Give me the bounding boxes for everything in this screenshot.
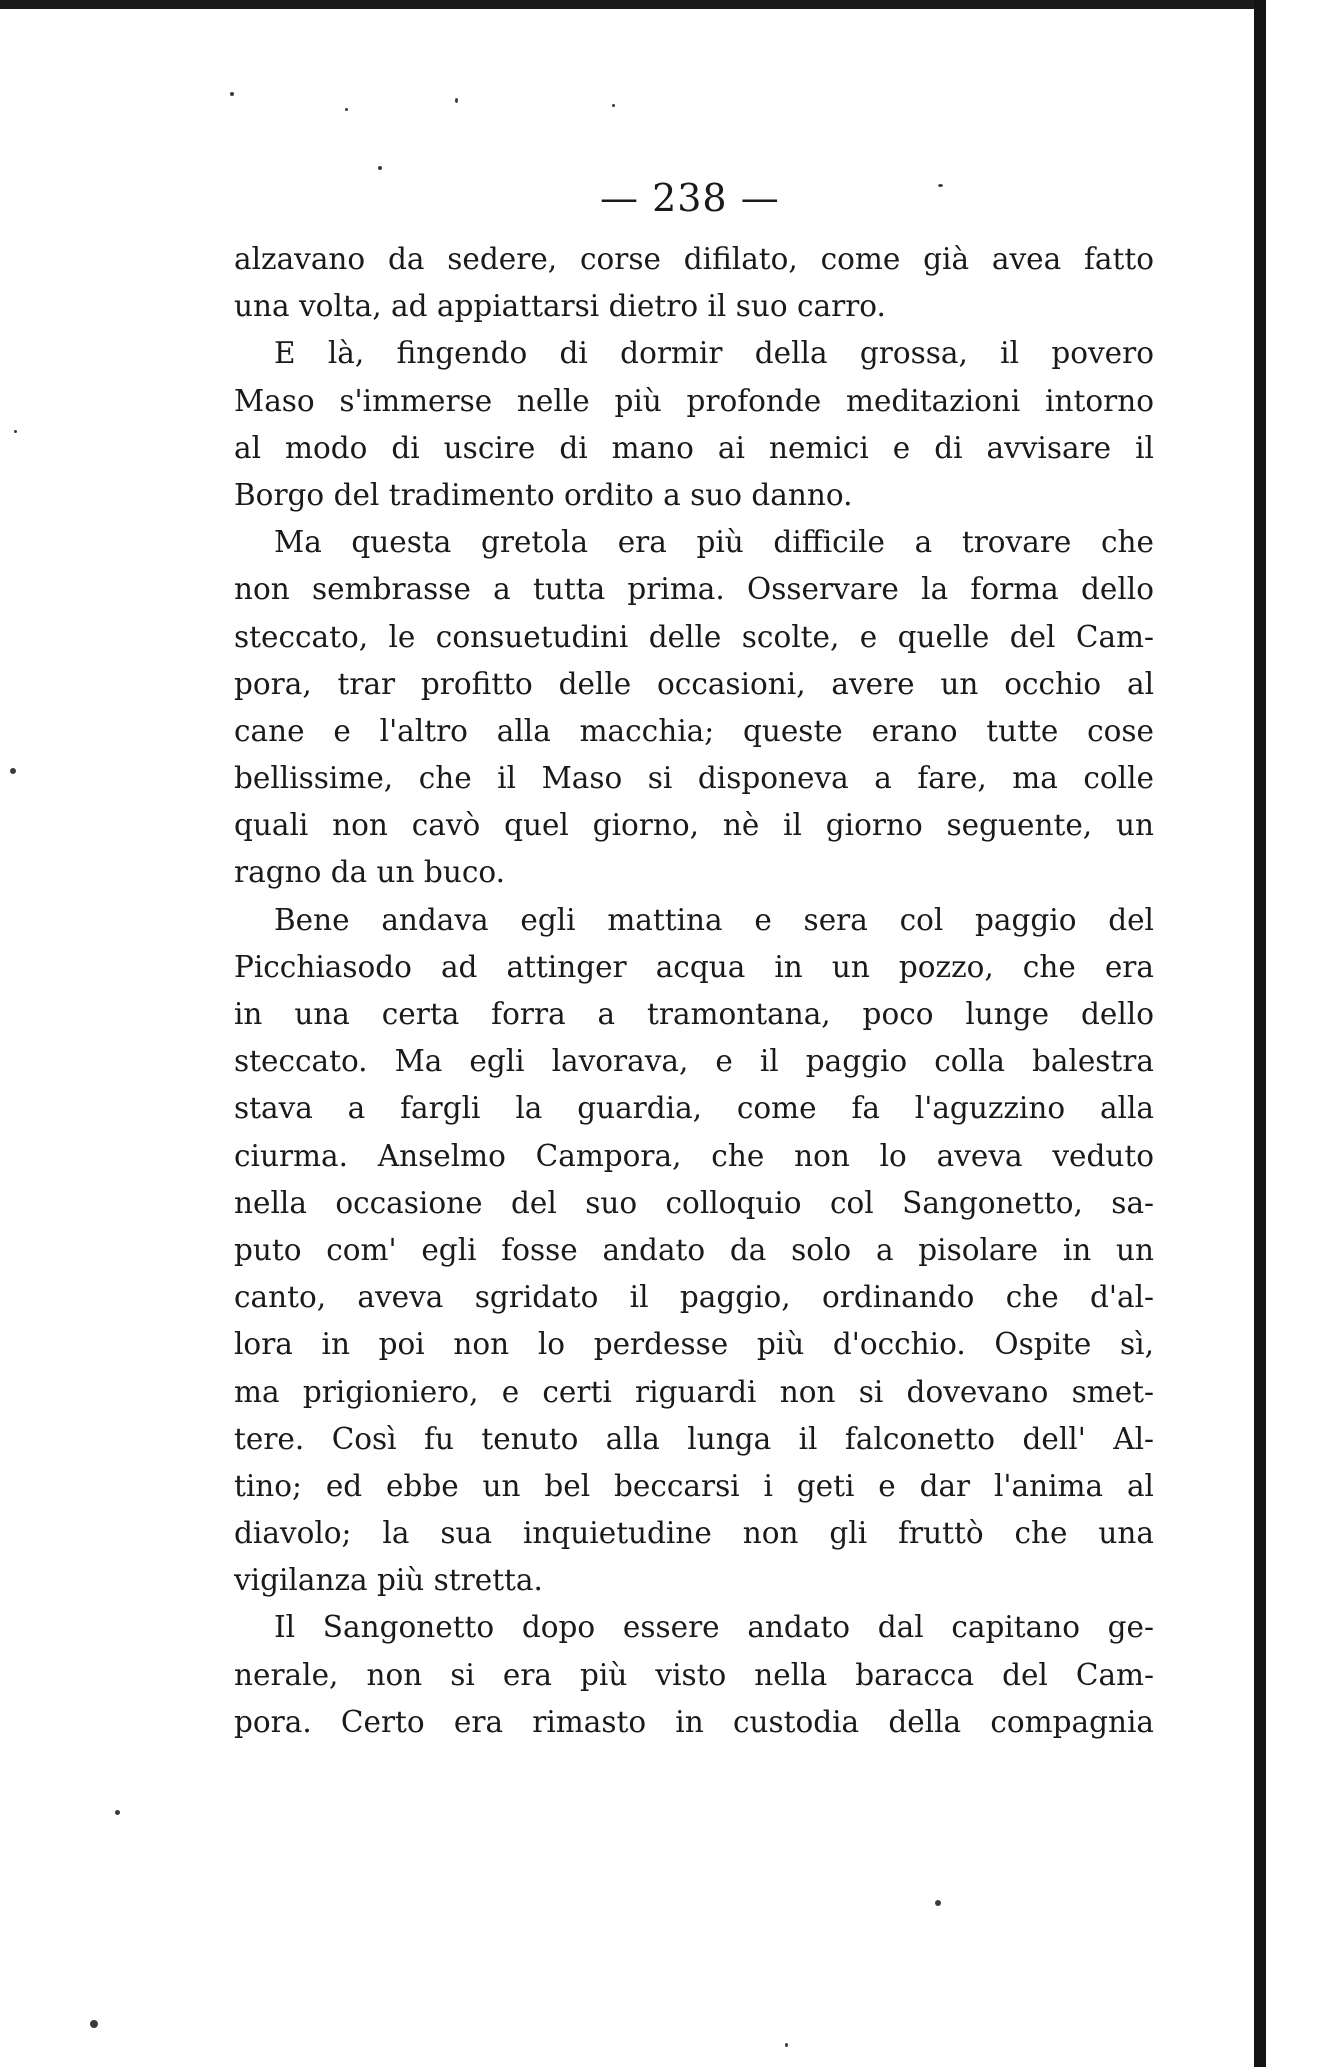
scan-speck bbox=[455, 98, 458, 103]
text-line: ciurma. Anselmo Campora, che non lo aveva veduto bbox=[234, 1138, 1154, 1173]
page-number: — 238 — bbox=[600, 176, 780, 220]
scan-speck bbox=[935, 1900, 941, 1906]
text-line: alzavano da sedere, corse difilato, come già avea fatto bbox=[234, 242, 1154, 276]
text-line: al modo di uscire di mano ai nemici e di avvisare il bbox=[234, 430, 1154, 465]
binding-edge-rule bbox=[1254, 0, 1266, 2067]
text-line: tere. Così fu tenuto alla lunga il falconetto dell' Al- bbox=[234, 1421, 1154, 1456]
text-line: una volta, ad appiattarsi dietro il suo carro. bbox=[234, 289, 886, 324]
text-line: diavolo; la sua inquietudine non gli fruttò che una bbox=[234, 1516, 1154, 1551]
scan-speck bbox=[115, 1810, 120, 1815]
text-line: ragno da un buco. bbox=[234, 855, 505, 890]
text-line: Maso s'immerse nelle più profonde meditazioni intorno bbox=[234, 383, 1154, 418]
text-line: bellissime, che il Maso si disponeva a fare, ma colle bbox=[234, 761, 1154, 796]
scan-speck bbox=[378, 166, 382, 170]
text-line: quali non cavò quel giorno, nè il giorno seguente, un bbox=[234, 808, 1154, 843]
text-line: Il Sangonetto dopo essere andato dal capitano ge- bbox=[274, 1610, 1154, 1645]
text-line: Bene andava egli mattina e sera col paggio del bbox=[274, 902, 1154, 937]
text-line: Ma questa gretola era più difficile a trovare che bbox=[274, 525, 1154, 560]
text-line: puto com' egli fosse andato da solo a pisolare in un bbox=[234, 1232, 1154, 1267]
text-line: E là, fingendo di dormir della grossa, il povero bbox=[274, 336, 1154, 371]
scan-speck bbox=[230, 92, 234, 96]
top-border-rule bbox=[0, 0, 1262, 9]
scan-speck bbox=[345, 108, 348, 111]
text-line: Borgo del tradimento ordito a suo danno. bbox=[234, 477, 853, 512]
text-line: nerale, non si era più visto nella baracca del Cam- bbox=[234, 1657, 1154, 1692]
text-line: ma prigioniero, e certi riguardi non si dovevano smet- bbox=[234, 1374, 1154, 1409]
text-line: non sembrasse a tutta prima. Osservare la forma dello bbox=[234, 572, 1154, 607]
text-line: pora. Certo era rimasto in custodia della compagnia bbox=[234, 1704, 1154, 1739]
text-line: nella occasione del suo colloquio col Sangonetto, sa- bbox=[234, 1185, 1154, 1220]
text-line: lora in poi non lo perdesse più d'occhio. Ospite sì, bbox=[234, 1327, 1154, 1362]
text-line: Picchiasodo ad attinger acqua in un pozzo, che era bbox=[234, 949, 1154, 984]
scan-speck bbox=[10, 768, 16, 774]
text-line: pora, trar profitto delle occasioni, avere un occhio al bbox=[234, 666, 1154, 701]
scan-speck bbox=[785, 2043, 788, 2047]
text-line: vigilanza più stretta. bbox=[234, 1563, 543, 1598]
text-line: steccato, le consuetudini delle scolte, e quelle del Cam- bbox=[234, 619, 1154, 654]
text-line: canto, aveva sgridato il paggio, ordinando che d'al- bbox=[234, 1280, 1154, 1315]
text-line: steccato. Ma egli lavorava, e il paggio colla balestra bbox=[234, 1044, 1154, 1079]
scan-speck bbox=[938, 184, 943, 187]
scan-speck bbox=[612, 104, 615, 107]
text-line: stava a fargli la guardia, come fa l'aguzzino alla bbox=[234, 1091, 1154, 1126]
scan-speck bbox=[90, 2020, 98, 2028]
body-text bbox=[234, 236, 1154, 1746]
scan-speck bbox=[14, 430, 17, 433]
text-line: cane e l'altro alla macchia; queste erano tutte cose bbox=[234, 713, 1154, 748]
text-line: tino; ed ebbe un bel beccarsi i geti e dar l'anima al bbox=[234, 1468, 1154, 1503]
text-line: in una certa forra a tramontana, poco lunge dello bbox=[234, 997, 1154, 1031]
